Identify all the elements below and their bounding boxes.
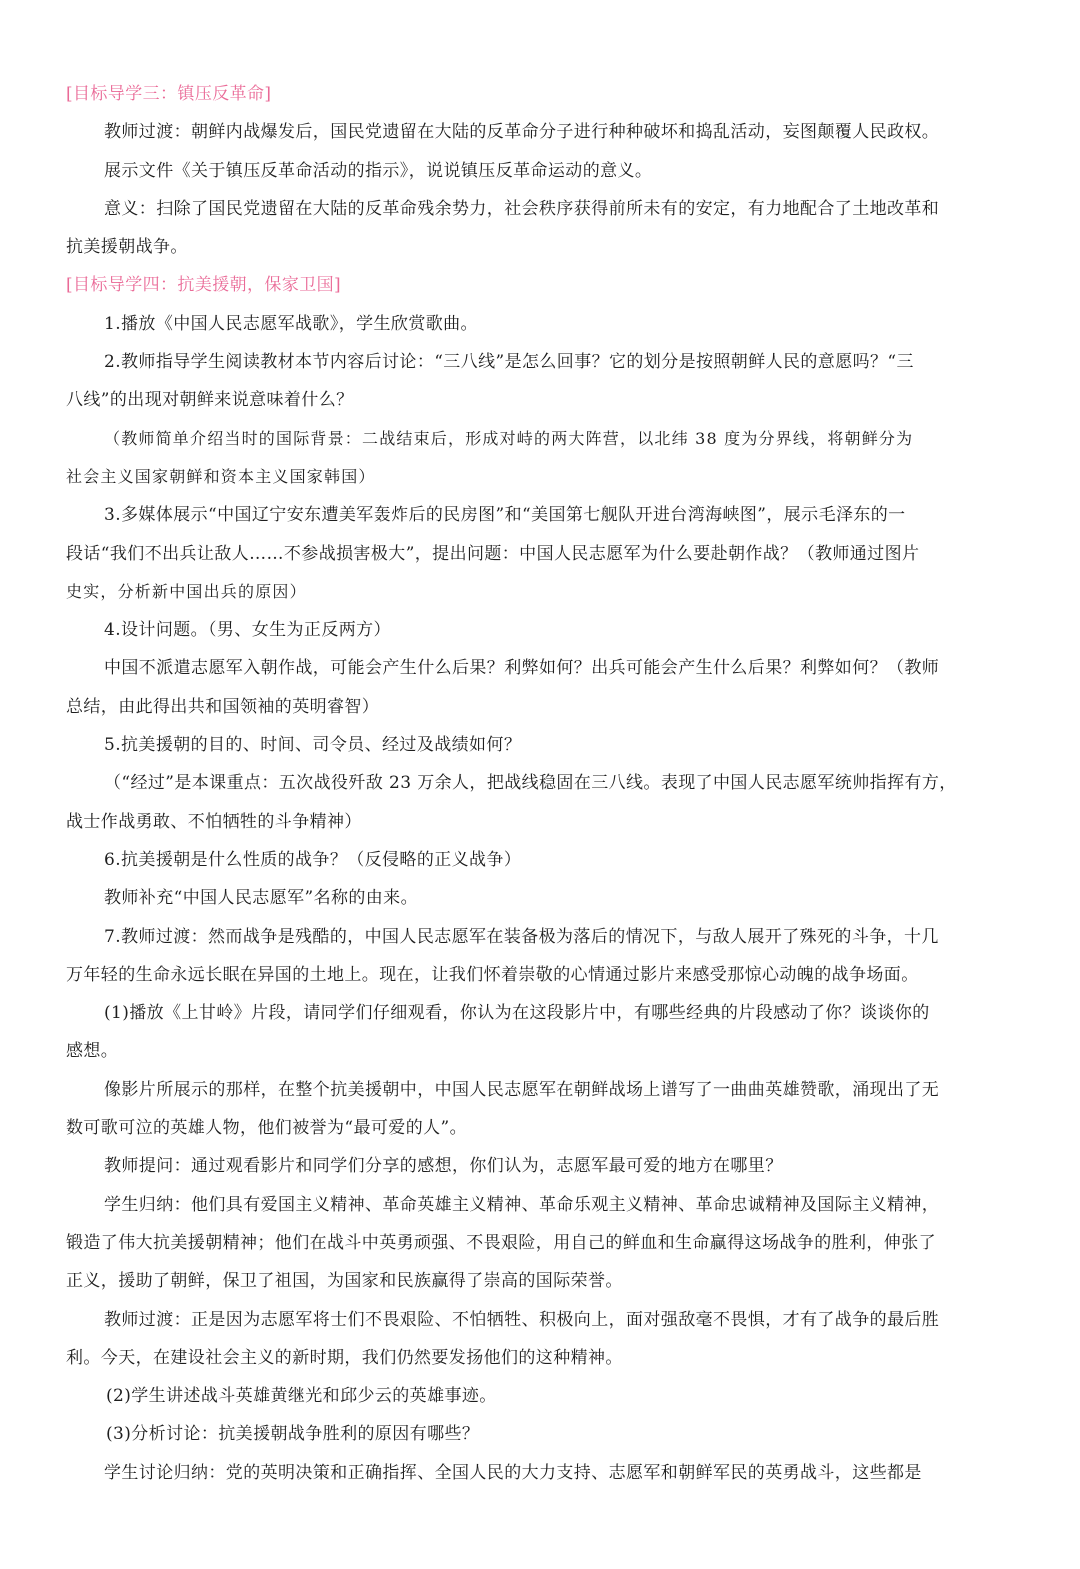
paragraph-line: 意义：扫除了国民党遗留在大陆的反革命残余势力，社会秩序获得前所未有的安定，有力地配合了土地改革和 [104,198,940,219]
paragraph-line: 5.抗美援朝的目的、时间、司令员、经过及战绩如何？ [104,735,522,756]
section-heading-3: [目标导学三：镇压反革命] [66,84,272,104]
paragraph-line: 数可歌可泣的英雄人物，他们被誉为“最可爱的人”。 [66,1118,467,1139]
paragraph-line: 教师补充“中国人民志愿军”名称的由来。 [104,888,418,909]
paragraph-line: 段话“我们不出兵让敌人……不参战损害极大”，提出问题：中国人民志愿军为什么要赴朝作战？（教师通过图片 [66,543,920,564]
paragraph-line: 中国不派遣志愿军入朝作战，可能会产生什么后果？利弊如何？出兵可能会产生什么后果？利弊如何？（教师 [104,658,940,679]
paragraph-line: 4.设计问题。（男、女生为正反两方） [104,620,391,641]
paragraph-line: 2.教师指导学生阅读教材本节内容后讨论：“三八线”是怎么回事？它的划分是按照朝鲜人民的意愿吗？“三 [104,352,914,373]
paragraph-line: 史实，分析新中国出兵的原因） [66,581,307,601]
paragraph-line: 教师过渡：朝鲜内战爆发后，国民党遗留在大陆的反革命分子进行种种破坏和捣乱活动，妄图颠覆人民政权。 [104,122,940,143]
paragraph-line: 抗美援朝战争。 [66,237,188,258]
paragraph-line: 八线”的出现对朝鲜来说意味着什么？ [66,390,354,411]
paragraph-line: 教师过渡：正是因为志愿军将士们不畏艰险、不怕牺牲、积极向上，面对强敌毫不畏惧，才有了战争的最后胜 [104,1309,940,1330]
paragraph-line: 战士作战勇敢、不怕牺牲的斗争精神） [66,811,362,832]
paragraph-line: 总结，由此得出共和国领袖的英明睿智） [66,696,380,717]
paragraph-line: 像影片所展示的那样，在整个抗美援朝中，中国人民志愿军在朝鲜战场上谱写了一曲曲英雄赞歌，涌现出了无 [104,1079,940,1100]
paragraph-line: 感想。 [66,1041,119,1062]
paragraph-line: 正义，援助了朝鲜，保卫了祖国，为国家和民族赢得了崇高的国际荣誉。 [66,1271,623,1292]
paragraph-line: (1)播放《上甘岭》片段，请同学们仔细观看，你认为在这段影片中，有哪些经典的片段感动了你？谈谈你的 [104,1003,930,1024]
paragraph-line: 6.抗美援朝是什么性质的战争？（反侵略的正义战争） [104,849,522,870]
paragraph-line: 教师提问：通过观看影片和同学们分享的感想，你们认为，志愿军最可爱的地方在哪里？ [104,1156,783,1177]
paragraph-line: 学生讨论归纳：党的英明决策和正确指挥、全国人民的大力支持、志愿军和朝鲜军民的英勇战斗，这些都是 [104,1462,922,1483]
paragraph-line: 社会主义国家朝鲜和资本主义国家韩国） [66,466,376,486]
paragraph-line: （教师简单介绍当时的国际背景：二战结束后，形成对峙的两大阵营，以北纬 38 度为分界线，将朝鲜分为 [104,428,914,448]
paragraph-line: 学生归纳：他们具有爱国主义精神、革命英雄主义精神、革命乐观主义精神、革命忠诚精神及国际主义精神， [104,1194,940,1215]
paragraph-line: 利。今天，在建设社会主义的新时期，我们仍然要发扬他们的这种精神。 [66,1347,623,1368]
paragraph-line: 万年轻的生命永远长眠在异国的土地上。现在，让我们怀着崇敬的心情通过影片来感受那惊心动魄的战争场面。 [66,964,919,985]
paragraph-line: 锻造了伟大抗美援朝精神；他们在战斗中英勇顽强、不畏艰险，用自己的鲜血和生命赢得这场战争的胜利，伸张了 [66,1232,936,1253]
paragraph-line: 3.多媒体展示“中国辽宁安东遭美军轰炸后的民房图”和“美国第七舰队开进台湾海峡图”，展示毛泽东的一 [104,505,906,526]
paragraph-line: 7.教师过渡：然而战争是残酷的，中国人民志愿军在装备极为落后的情况下，与敌人展开了殊死的斗争，十几 [104,926,939,947]
paragraph-line: (3)分析讨论：抗美援朝战争胜利的原因有哪些？ [106,1424,480,1445]
paragraph-line: (2)学生讲述战斗英雄黄继光和邱少云的英雄事迹。 [106,1386,497,1407]
paragraph-line: 1.播放《中国人民志愿军战歌》，学生欣赏歌曲。 [104,313,478,334]
section-heading-4: [目标导学四：抗美援朝，保家卫国] [66,275,342,296]
paragraph-line: （“经过”是本课重点：五次战役歼敌 23 万余人，把战线稳固在三八线。表现了中国人民志愿军统帅指挥有方， [104,773,957,794]
paragraph-line: 展示文件《关于镇压反革命活动的指示》，说说镇压反革命运动的意义。 [104,160,653,181]
